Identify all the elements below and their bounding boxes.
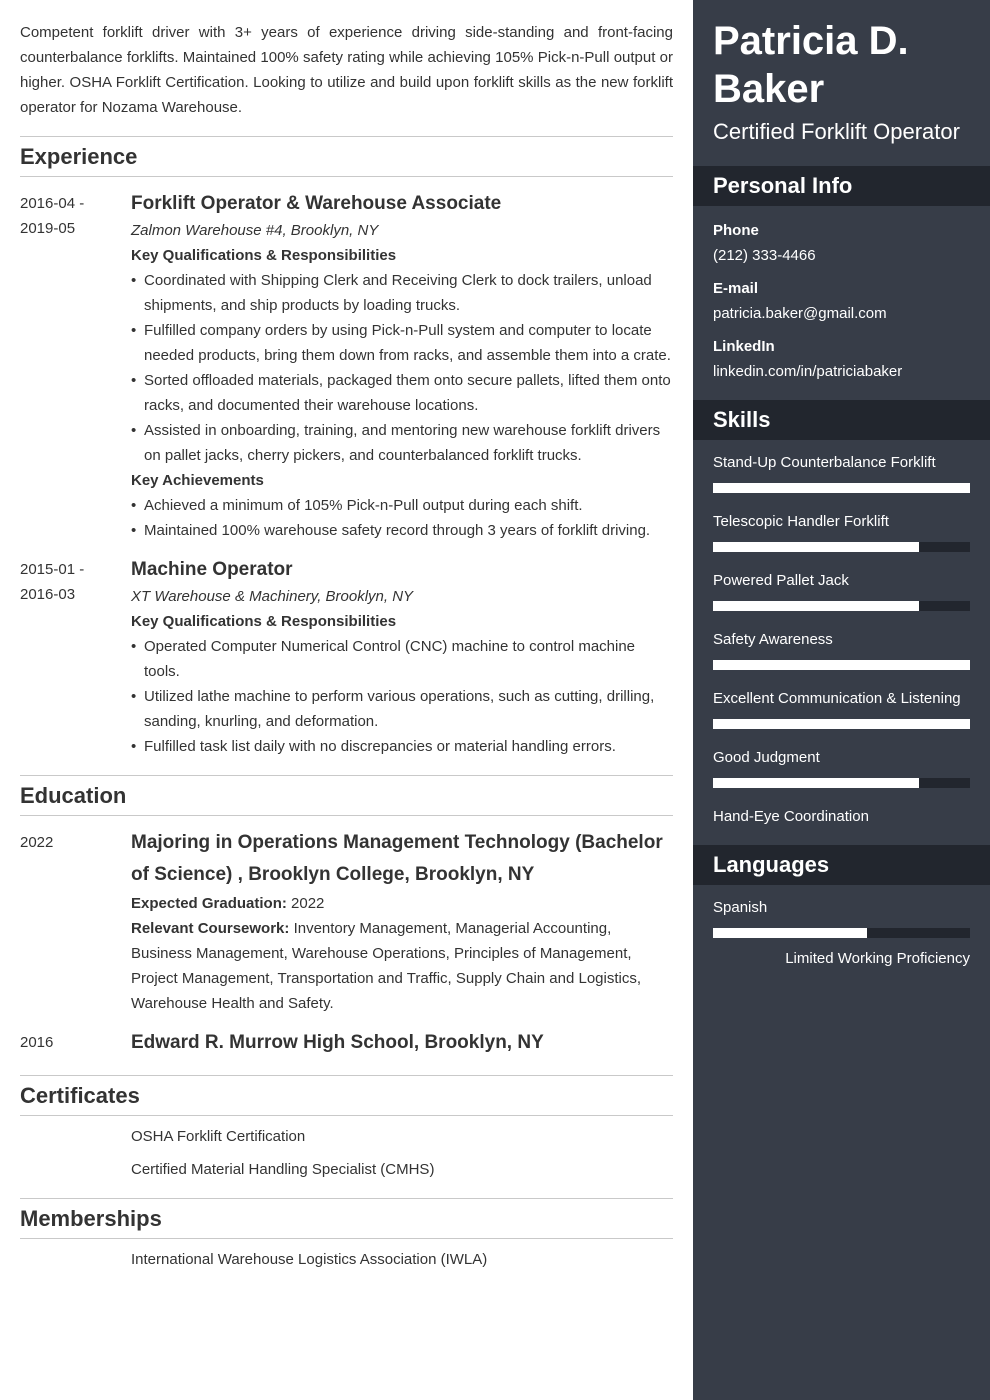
certificates-heading: Certificates <box>20 1075 673 1116</box>
list-item: • Assisted in onboarding, training, and mentoring new warehouse forklift drivers on pallet jacks, cherry pickers, and counterbalanced forklift trucks. <box>131 418 673 468</box>
education-entry <box>20 1030 673 1059</box>
list-item: • Operated Computer Numerical Control (CNC) machine to control machine tools. <box>131 634 673 684</box>
membership-item: International Warehouse Logistics Association (IWLA) <box>131 1251 488 1268</box>
skill-name: Excellent Communication & Listening <box>713 690 961 707</box>
skill-bar-fill <box>713 778 919 788</box>
skill-name: Safety Awareness <box>713 631 833 648</box>
skills-list <box>693 440 990 845</box>
list-item: • Fulfilled task list daily with no discrepancies or material handling errors. <box>131 734 673 759</box>
languages-list <box>693 885 990 987</box>
list-item: • Maintained 100% warehouse safety record through 3 years of forklift driving. <box>131 518 673 543</box>
job-dates: 2016-04 - 2019-05 <box>20 195 85 237</box>
certificates-list <box>20 1124 673 1182</box>
skill-name: Good Judgment <box>713 749 820 766</box>
candidate-name: Patricia D. Baker <box>713 19 909 111</box>
skill-name: Telescopic Handler Forklift <box>713 513 889 530</box>
skill-bar-fill <box>713 660 970 670</box>
skill-bar-fill <box>713 719 970 729</box>
skill-bar <box>713 778 970 788</box>
job-company: Zalmon Warehouse #4, Brooklyn, NY <box>131 222 379 239</box>
phone-label: Phone <box>713 222 759 239</box>
skill-bar <box>713 483 970 493</box>
skill-name: Powered Pallet Jack <box>713 572 849 589</box>
job-title: Forklift Operator & Warehouse Associate <box>131 193 502 214</box>
responsibilities-list <box>131 634 673 759</box>
skill-bar-fill <box>713 483 970 493</box>
skill-bar-fill <box>713 601 919 611</box>
education-year: 2016 <box>20 1034 54 1051</box>
job-dates: 2015-01 - 2016-03 <box>20 561 85 603</box>
education-title: Edward R. Murrow High School, Brooklyn, NY <box>131 1032 544 1053</box>
skill-bar <box>713 719 970 729</box>
experience-heading: Experience <box>20 136 673 177</box>
skill-name: Hand-Eye Coordination <box>713 808 869 825</box>
list-item: • Utilized lathe machine to perform various operations, such as cutting, drilling, sanding, knurling, and deformation. <box>131 684 673 734</box>
education-title: Majoring in Operations Management Technology (Bachelor of Science) , Brooklyn College, Brooklyn, NY <box>131 832 663 885</box>
certificate-item: OSHA Forklift Certification <box>131 1128 306 1145</box>
expected-graduation: Expected Graduation: 2022 <box>131 895 325 912</box>
relevant-coursework: Relevant Coursework: Inventory Management, Managerial Accounting, Business Management, Warehouse Operations, Principles of Management, Project Management, Transportation and Traffic, Supply Chain and Logistics, Warehouse Health and Safety. <box>131 920 642 1012</box>
language-bar-fill <box>713 928 867 938</box>
skill-bar <box>713 601 970 611</box>
responsibilities-heading: Key Qualifications & Responsibilities <box>131 613 397 630</box>
linkedin-value[interactable]: linkedin.com/in/patriciabaker <box>713 363 903 380</box>
email-label: E-mail <box>713 280 759 297</box>
list-item: • Coordinated with Shipping Clerk and Receiving Clerk to dock trailers, unload shipments, and ship products by loading trucks. <box>131 268 673 318</box>
job-entry <box>20 191 673 543</box>
phone-value: (212) 333-4466 <box>713 247 816 264</box>
languages-heading: Languages <box>693 845 990 885</box>
language-name: Spanish <box>713 899 768 916</box>
personal-info <box>693 206 990 400</box>
summary: Competent forklift driver with 3+ years of experience driving side-standing and front-facing counterbalance forklifts. Maintained 100% safety rating while achieving 105% Pick-n-Pull output or higher. OSHA Forklift Certification. Looking to utilize and build upon forklift skills as the new forklift operator for Nozama Warehouse. <box>20 24 673 116</box>
language-level: Limited Working Proficiency <box>785 950 970 967</box>
linkedin-label: LinkedIn <box>713 338 775 355</box>
personal-info-heading: Personal Info <box>693 166 990 206</box>
skill-name: Stand-Up Counterbalance Forklift <box>713 454 936 471</box>
list-item: • Sorted offloaded materials, packaged them onto secure pallets, lifted them onto racks, and documented their warehouse locations. <box>131 368 673 418</box>
education-heading: Education <box>20 775 673 816</box>
memberships-heading: Memberships <box>20 1198 673 1239</box>
job-title: Machine Operator <box>131 559 293 580</box>
achievements-list <box>131 493 673 543</box>
certificate-item: Certified Material Handling Specialist (CMHS) <box>131 1161 435 1178</box>
skill-bar <box>713 660 970 670</box>
memberships-list <box>20 1247 673 1272</box>
job-entry <box>20 557 673 759</box>
list-item: • Fulfilled company orders by using Pick-n-Pull system and computer to locate needed products, bring them down from racks, and assemble them into a crate. <box>131 318 673 368</box>
achievements-heading: Key Achievements <box>131 472 264 489</box>
skills-heading: Skills <box>693 400 990 440</box>
candidate-role: Certified Forklift Operator <box>713 119 960 144</box>
sidebar <box>693 0 990 1400</box>
list-item: • Achieved a minimum of 105% Pick-n-Pull output during each shift. <box>131 493 673 518</box>
responsibilities-list <box>131 268 673 468</box>
education-entry <box>20 830 673 1016</box>
language-bar <box>713 928 970 938</box>
responsibilities-heading: Key Qualifications & Responsibilities <box>131 247 397 264</box>
job-company: XT Warehouse & Machinery, Brooklyn, NY <box>131 588 414 605</box>
skill-bar-fill <box>713 542 919 552</box>
skill-bar <box>713 542 970 552</box>
education-year: 2022 <box>20 834 54 851</box>
email-value[interactable]: patricia.baker@gmail.com <box>713 305 887 322</box>
